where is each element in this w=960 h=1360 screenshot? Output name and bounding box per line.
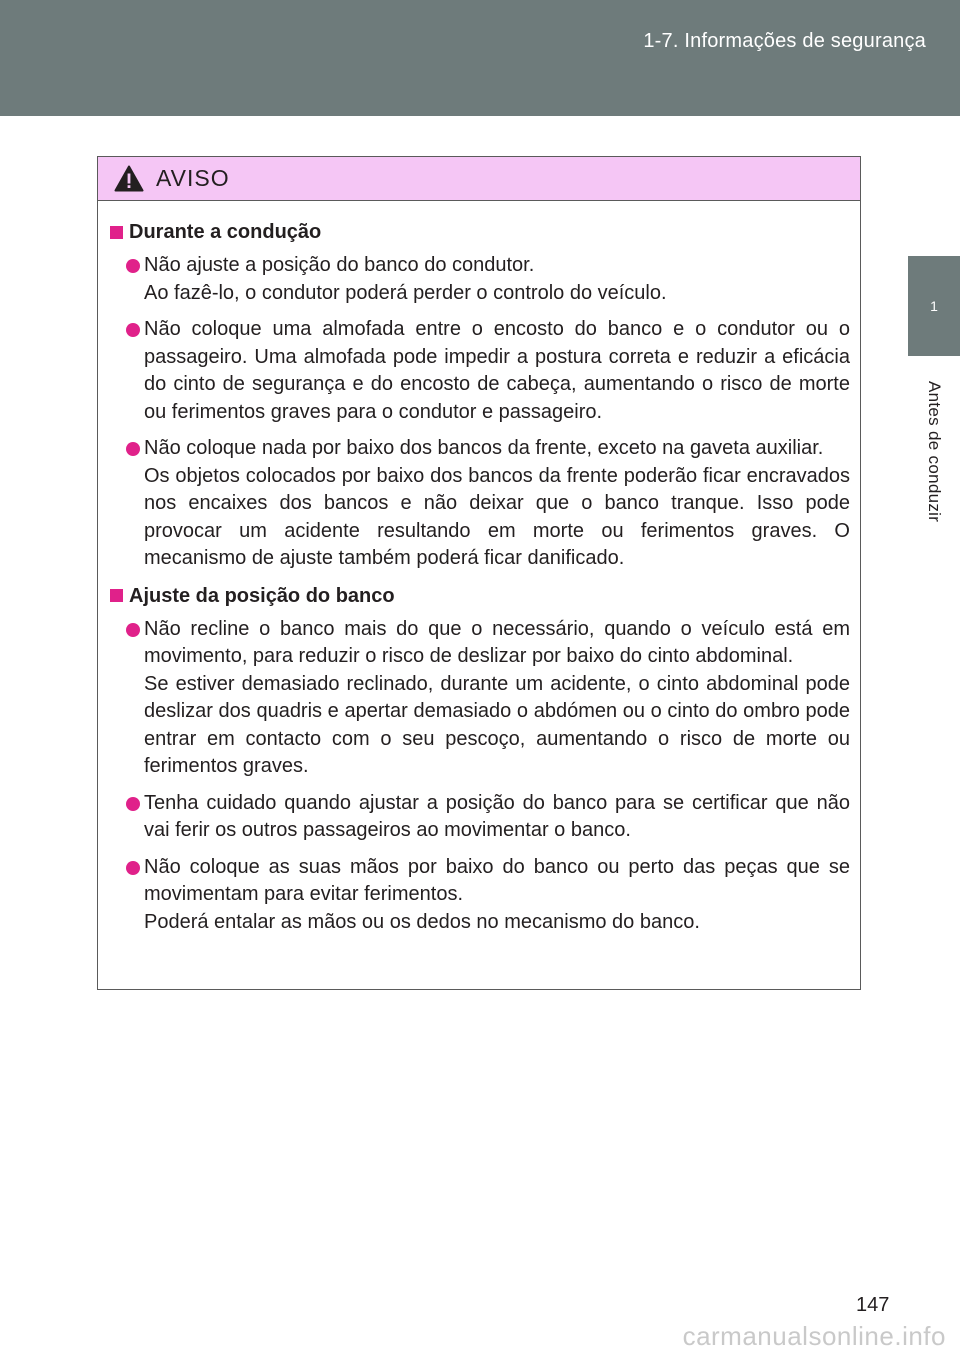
list-item <box>110 316 850 426</box>
item-paragraph: Não coloque as suas mãos por baixo do banco ou perto das peças que se movimentam para evitar ferimentos. <box>144 855 850 905</box>
chapter-number: 1 <box>930 298 938 314</box>
chapter-tab <box>908 256 960 356</box>
item-paragraph: Não coloque uma almofada entre o encosto do banco e o condutor ou o passageiro. Uma almofada pode impedir a postura correta e reduzir a eficácia do cinto de segurança e do encosto de cabeça, aumentando o risco de morte ou ferimentos graves para o condutor e passageiro. <box>144 318 850 423</box>
page-header <box>0 0 960 116</box>
watermark: carmanualsonline.info <box>682 1321 946 1351</box>
item-paragraph: Tenha cuidado quando ajustar a posição do banco para se certificar que não vai ferir os outros passageiros ao movimentar o banco. <box>144 791 850 841</box>
item-paragraph: Se estiver demasiado reclinado, durante um acidente, o cinto abdominal pode deslizar dos quadris e apertar demasiado o abdómen ou o cinto do ombro pode entrar em contacto com o seu pescoço, aumentando o risco de morte ou ferimentos graves. <box>144 672 850 777</box>
warning-header <box>98 157 860 201</box>
circle-bullet-icon <box>126 797 140 811</box>
warning-triangle-icon <box>114 165 144 192</box>
item-paragraph: Não recline o banco mais do que o necessário, quando o veículo está em movimento, para reduzir o risco de deslizar por baixo do cinto abdominal. <box>144 617 850 667</box>
item-paragraph: Os objetos colocados por baixo dos bancos da frente poderão ficar encravados nos encaixes dos bancos e não deixar que o banco tranque. Isso pode provocar um acidente resultando em morte ou ferimentos graves. O mecanismo de ajuste também poderá ficar danificado. <box>144 464 850 569</box>
section-heading <box>110 218 850 246</box>
item-paragraph: Não ajuste a posição do banco do condutor. <box>144 254 535 276</box>
warning-content <box>98 201 860 936</box>
section-heading-text: Durante a condução <box>129 221 322 243</box>
warning-box <box>97 156 861 990</box>
list-item <box>110 854 850 937</box>
item-paragraph: Poderá entalar as mãos ou os dedos no mecanismo do banco. <box>144 910 700 933</box>
circle-bullet-icon <box>126 623 140 637</box>
page-number: 147 <box>856 1294 890 1316</box>
chapter-label-container <box>910 362 958 542</box>
circle-bullet-icon <box>126 861 140 875</box>
warning-section <box>110 582 850 937</box>
square-bullet-icon <box>110 589 123 602</box>
section-heading-text: Ajuste da posição do banco <box>129 584 395 607</box>
list-item <box>110 252 850 307</box>
section-title: 1-7. Informações de segurança <box>643 30 926 52</box>
circle-bullet-icon <box>126 442 140 456</box>
chapter-label: Antes de conduzir <box>925 381 944 523</box>
warning-section <box>110 218 850 573</box>
list-item <box>110 790 850 845</box>
item-paragraph: Não coloque nada por baixo dos bancos da frente, exceto na gaveta auxiliar. <box>144 437 824 459</box>
list-item <box>110 435 850 573</box>
item-paragraph: Ao fazê-lo, o condutor poderá perder o controlo do veículo. <box>144 281 667 304</box>
square-bullet-icon <box>110 226 123 239</box>
warning-title: AVISO <box>156 165 230 191</box>
circle-bullet-icon <box>126 323 140 337</box>
circle-bullet-icon <box>126 259 140 273</box>
section-heading <box>110 582 850 610</box>
list-item <box>110 616 850 781</box>
